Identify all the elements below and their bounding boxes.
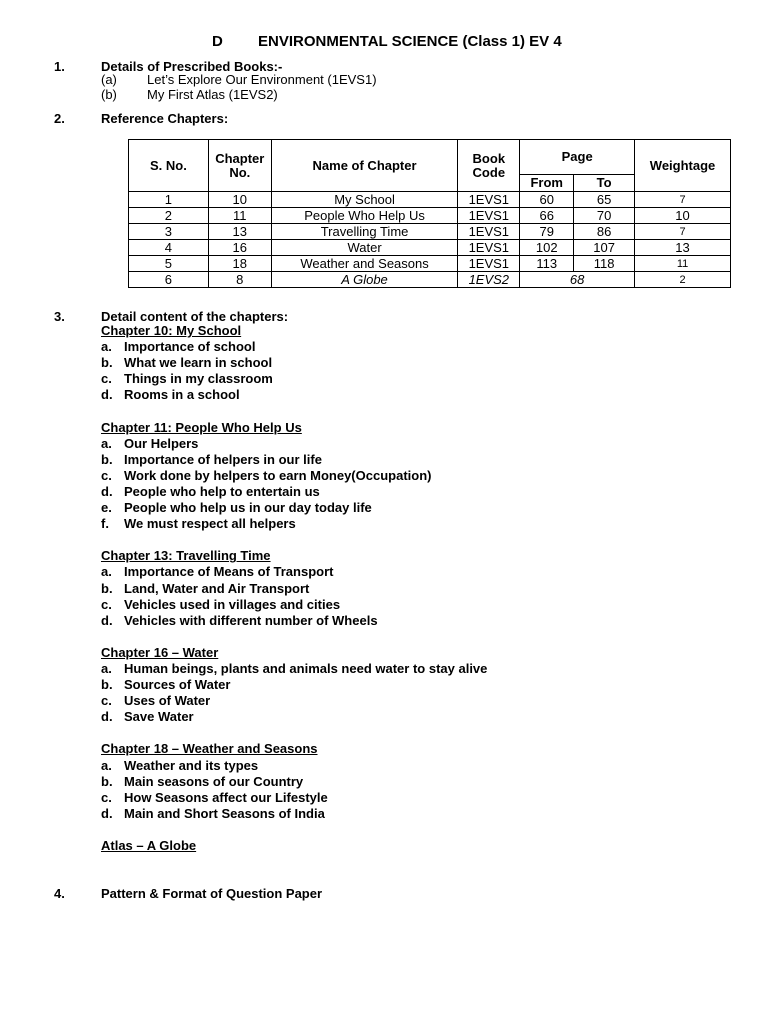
cell-weightage: 7	[635, 192, 731, 208]
item-text: Save Water	[124, 709, 194, 725]
section-number: 4.	[54, 886, 65, 901]
cell-page-from: 79	[520, 224, 574, 240]
cell-chapter-name: Weather and Seasons	[271, 256, 458, 272]
header-book-code: Book Code	[458, 140, 520, 192]
list-item	[101, 436, 318, 452]
item-text: Sources of Water	[124, 677, 231, 693]
cell-sno: 6	[129, 272, 209, 288]
cell-chapter-name: My School	[271, 192, 458, 208]
section-title: Detail content of the chapters:	[101, 309, 289, 324]
list-item	[101, 693, 318, 709]
item-letter: a.	[101, 757, 112, 773]
list-item	[101, 709, 318, 725]
item-letter: a.	[101, 435, 112, 451]
cell-page-from: 60	[520, 192, 574, 208]
cell-weightage: 10	[635, 208, 731, 224]
header-sno: S. No.	[129, 140, 209, 192]
list-item	[101, 758, 318, 774]
list-item	[101, 500, 372, 516]
list-item	[101, 371, 318, 387]
item-letter: d.	[101, 805, 113, 821]
chapter-title: Chapter 18 – Weather and Seasons	[101, 741, 318, 757]
chapter-content	[101, 323, 488, 854]
item-text: People who help us in our day today life	[124, 500, 372, 516]
list-item	[101, 564, 334, 580]
cell-page-to: 107	[574, 240, 635, 256]
item-text: Human beings, plants and animals need water to stay alive	[124, 660, 488, 676]
cell-chapter-name: Water	[271, 240, 458, 256]
item-text: Main and Short Seasons of India	[124, 805, 325, 821]
item-letter: b.	[101, 580, 113, 596]
cell-weightage: 7	[635, 224, 731, 240]
cell-page-to: 86	[574, 224, 635, 240]
item-text: Vehicles used in villages and cities	[124, 596, 341, 612]
cell-chapter-name: People Who Help Us	[271, 208, 458, 224]
cell-chapter-no: 10	[208, 192, 271, 208]
cell-page-from: 102	[520, 240, 574, 256]
section-number: 1.	[54, 59, 65, 74]
item-letter: c.	[101, 467, 112, 483]
cell-weightage: 11	[635, 256, 731, 272]
item-letter: d.	[101, 709, 113, 725]
cell-page-to: 65	[574, 192, 635, 208]
item-letter: c.	[101, 693, 112, 709]
item-letter: b.	[101, 451, 113, 467]
item-text: What we learn in school	[124, 355, 273, 371]
header-weightage: Weightage	[635, 140, 731, 192]
item-text: Importance of school	[124, 339, 256, 355]
item-letter: c.	[101, 371, 112, 387]
section-title: Details of Prescribed Books:-	[101, 59, 283, 74]
cell-chapter-no: 11	[208, 208, 271, 224]
item-letter: a.	[101, 339, 112, 355]
item-text: Importance of Means of Transport	[124, 564, 334, 580]
cell-book-code: 1EVS1	[458, 208, 520, 224]
title-letter: D	[212, 33, 223, 50]
table-row	[129, 192, 731, 208]
list-item	[101, 516, 318, 532]
section-number: 2.	[54, 111, 65, 126]
cell-chapter-no: 13	[208, 224, 271, 240]
header-page-from: From	[520, 175, 574, 192]
cell-sno: 5	[129, 256, 209, 272]
item-letter: c.	[101, 596, 112, 612]
table-row	[129, 224, 731, 240]
cell-book-code: 1EVS1	[458, 240, 520, 256]
table-row	[129, 208, 731, 224]
item-text: How Seasons affect our Lifestyle	[124, 789, 328, 805]
item-text: People who help to entertain us	[124, 483, 320, 499]
cell-chapter-name: Travelling Time	[271, 224, 458, 240]
list-item	[101, 660, 488, 677]
cell-book-code: 1EVS1	[458, 224, 520, 240]
list-item	[101, 581, 318, 597]
table-row	[129, 256, 731, 272]
chapter-title: Chapter 10: My School	[101, 323, 242, 338]
item-letter: b.	[101, 677, 113, 693]
item-letter: e.	[101, 500, 112, 516]
header-page: Page	[520, 140, 635, 175]
cell-sno: 1	[129, 192, 209, 208]
cell-book-code: 1EVS2	[458, 272, 520, 288]
cell-page-to: 118	[574, 256, 635, 272]
list-item	[101, 677, 318, 693]
item-text: Uses of Water	[124, 693, 211, 709]
item-letter: c.	[101, 789, 112, 805]
cell-sno: 4	[129, 240, 209, 256]
list-item	[101, 451, 322, 468]
chapter-title: Chapter 16 – Water	[101, 644, 219, 660]
item-text: Our Helpers	[124, 435, 199, 451]
reference-chapters-table	[128, 139, 731, 288]
list-item	[101, 387, 318, 403]
book-name: Let’s Explore Our Environment (1EVS1)	[147, 72, 377, 87]
list-item	[101, 805, 325, 822]
table-row	[129, 240, 731, 256]
list-item	[101, 355, 318, 371]
list-item	[101, 789, 328, 806]
item-text: Main seasons of our Country	[124, 773, 304, 789]
list-item	[101, 484, 318, 500]
chapter-title: Atlas – A Globe	[101, 838, 197, 853]
item-letter: a.	[101, 564, 112, 580]
item-letter: b.	[101, 355, 113, 371]
header-chapter-no: Chapter No.	[208, 140, 271, 192]
cell-chapter-name: A Globe	[271, 272, 458, 288]
cell-page-to: 70	[574, 208, 635, 224]
chapter-title: Chapter 13: Travelling Time	[101, 548, 271, 564]
item-letter: b.	[101, 773, 113, 789]
list-item	[101, 612, 378, 629]
item-letter: d.	[101, 387, 113, 403]
item-text: Vehicles with different number of Wheels	[124, 612, 378, 628]
item-text: We must respect all helpers	[124, 516, 296, 532]
section-title: Reference Chapters:	[101, 111, 229, 126]
book-label: (a)	[101, 72, 117, 87]
section-title: Pattern & Format of Question Paper	[101, 886, 323, 901]
item-letter: d.	[101, 612, 113, 628]
section-number: 3.	[54, 309, 65, 324]
item-letter: f.	[101, 516, 109, 532]
cell-weightage: 13	[635, 240, 731, 256]
cell-page-from: 113	[520, 256, 574, 272]
item-text: Work done by helpers to earn Money(Occupation)	[124, 467, 432, 483]
list-item	[101, 596, 341, 613]
cell-chapter-no: 8	[208, 272, 271, 288]
item-text: Importance of helpers in our life	[124, 451, 322, 467]
cell-book-code: 1EVS1	[458, 256, 520, 272]
item-text: Rooms in a school	[124, 387, 240, 403]
cell-chapter-no: 18	[208, 256, 271, 272]
title-text: ENVIRONMENTAL SCIENCE (Class 1) EV 4	[258, 33, 562, 50]
list-item	[101, 339, 318, 355]
cell-sno: 2	[129, 208, 209, 224]
item-text: Weather and its types	[124, 757, 259, 773]
item-letter: d.	[101, 483, 113, 499]
cell-book-code: 1EVS1	[458, 192, 520, 208]
cell-chapter-no: 16	[208, 240, 271, 256]
header-page-to: To	[574, 175, 635, 192]
table-row	[129, 272, 731, 288]
list-item	[101, 774, 318, 790]
cell-page: 68	[520, 272, 635, 288]
item-text: Things in my classroom	[124, 371, 273, 387]
header-chapter-name: Name of Chapter	[271, 140, 458, 192]
item-letter: a.	[101, 660, 112, 676]
cell-weightage: 2	[635, 272, 731, 288]
cell-sno: 3	[129, 224, 209, 240]
item-text: Land, Water and Air Transport	[124, 580, 310, 596]
cell-page-from: 66	[520, 208, 574, 224]
book-name: My First Atlas (1EVS2)	[147, 87, 278, 102]
book-label: (b)	[101, 87, 117, 102]
list-item	[101, 467, 432, 484]
chapter-title: Chapter 11: People Who Help Us	[101, 419, 302, 435]
